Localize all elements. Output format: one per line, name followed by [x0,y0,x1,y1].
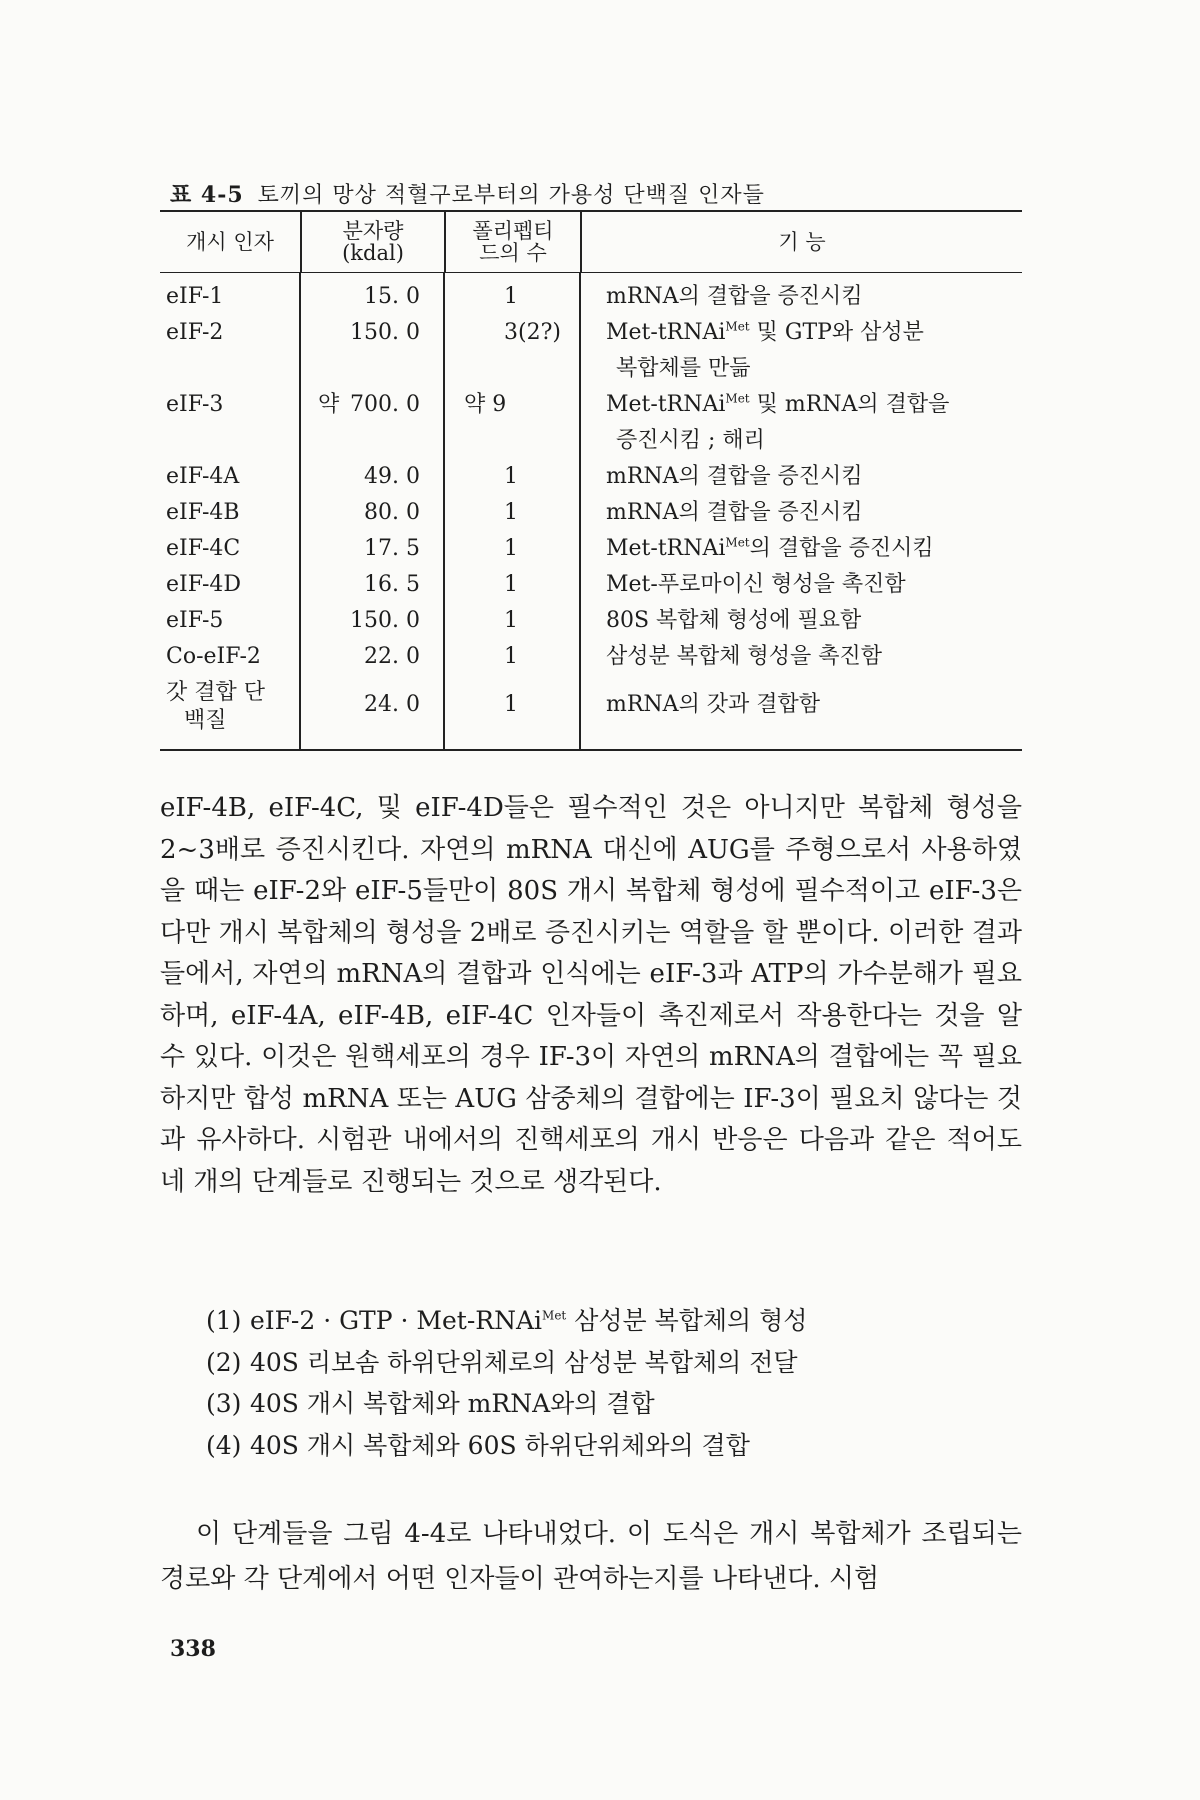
table-row: Co-eIF-2 22. 0 1 삼성분 복합체 형성을 촉진함 [166,644,883,669]
table-caption-text: 토끼의 망상 적혈구로부터의 가용성 단백질 인자들 [257,183,765,208]
table-label: 표 4-5 [170,182,244,208]
step-list [206,1300,1006,1466]
table-body [160,273,1022,749]
table-row: eIF-4C 17. 5 1 Met-tRNAi$^{Met}$의 결합을 증진시킴 [166,535,934,561]
table-bottom-rule [160,749,1022,751]
header-function: 기 능 [580,212,1022,272]
header-molecular-weight: 분자량 (kdal) [300,212,444,272]
list-item: (1) eIF-2 · GTP · Met-RNAi$^{Met}$ 삼성분 복합체의 형성 [206,1306,808,1335]
table-row: eIF-5 150. 0 1 80S 복합체 형성에 필요함 [166,608,862,633]
header-polypeptide-count: 폴리펩티 드의 수 [444,212,580,272]
page-number: 338 [170,1636,216,1662]
header-factor: 개시 인자 [186,230,274,254]
list-item: (3) 40S 개시 복합체와 mRNA와의 결합 [206,1389,655,1418]
table-header [160,212,1022,273]
closing-paragraph: 이 단계들을 그림 4-4로 나타내었다. 이 도식은 개시 복합체가 조립되는 경로와 각 단계에서 어떤 인자들이 관여하는지를 나타낸다. 시험 [160,1519,1022,1594]
list-item: (4) 40S 개시 복합체와 60S 하위단위체와의 결합 [206,1430,750,1460]
table-row: eIF-4A 49. 0 1 mRNA의 결합을 증진시킴 [166,464,863,489]
table-row: eIF-4B 80. 0 1 mRNA의 결합을 증진시킴 [166,500,863,525]
table-row: eIF-2 150. 0 3(2?) Met-tRNAi$^{Met}$ 및 GTP와 삼성분 복합체를 만듦 [166,319,924,381]
table-row: eIF-1 15. 0 1 mRNA의 결합을 증진시킴 [166,284,863,309]
table-caption [170,178,765,209]
table-row: 갓 결합 단 백질 24. 0 1 mRNA의 갓과 결합함 [166,680,821,733]
factor-table [160,210,1022,751]
table-row: eIF-4D 16. 5 1 Met-푸로마이신 형성을 촉진함 [166,572,906,597]
list-item: (2) 40S 리보솜 하위단위체로의 삼성분 복합체의 전달 [206,1347,798,1377]
body-paragraph: eIF-4B, eIF-4C, 및 eIF-4D들은 필수적인 것은 아니지만 복합체 형성을 2~3배로 증진시킨다. 자연의 mRNA 대신에 AUG를 주형으로서 사용하였을 때는 eIF-2와 eIF-5들만이 80S 개시 복합체 형성에 필수적이고 eIF-3은 다만 개시 복합체의 형성을 2배로 증진시키는 역할을 할 뿐이다. 이러한 결과들에서, 자연의 mRNA의 결합과 인식에는 eIF-3과 ATP의 가수분해가 필요하며, eIF-4A, eIF-4B, eIF-4C 인자들이 촉진제로서 작용한다는 것을 알 수 있다. 이것은 원핵세포의 경우 IF-3이 자연의 mRNA의 결합에는 꼭 필요하지만 합성 mRNA 또는 AUG 삼중체의 결합에는 IF-3이 필요치 않다는 것과 유사하다. 시험관 내에서의 진핵세포의 개시 반응은 다음과 같은 적어도 네 개의 단계들로 진행되는 것으로 생각된다. [160,793,1022,1197]
table-row: eIF-3 약 700. 0 약 9 Met-tRNAi$^{Met}$ 및 mRNA의 결합을 증진시킴 ; 해리 [166,391,950,453]
